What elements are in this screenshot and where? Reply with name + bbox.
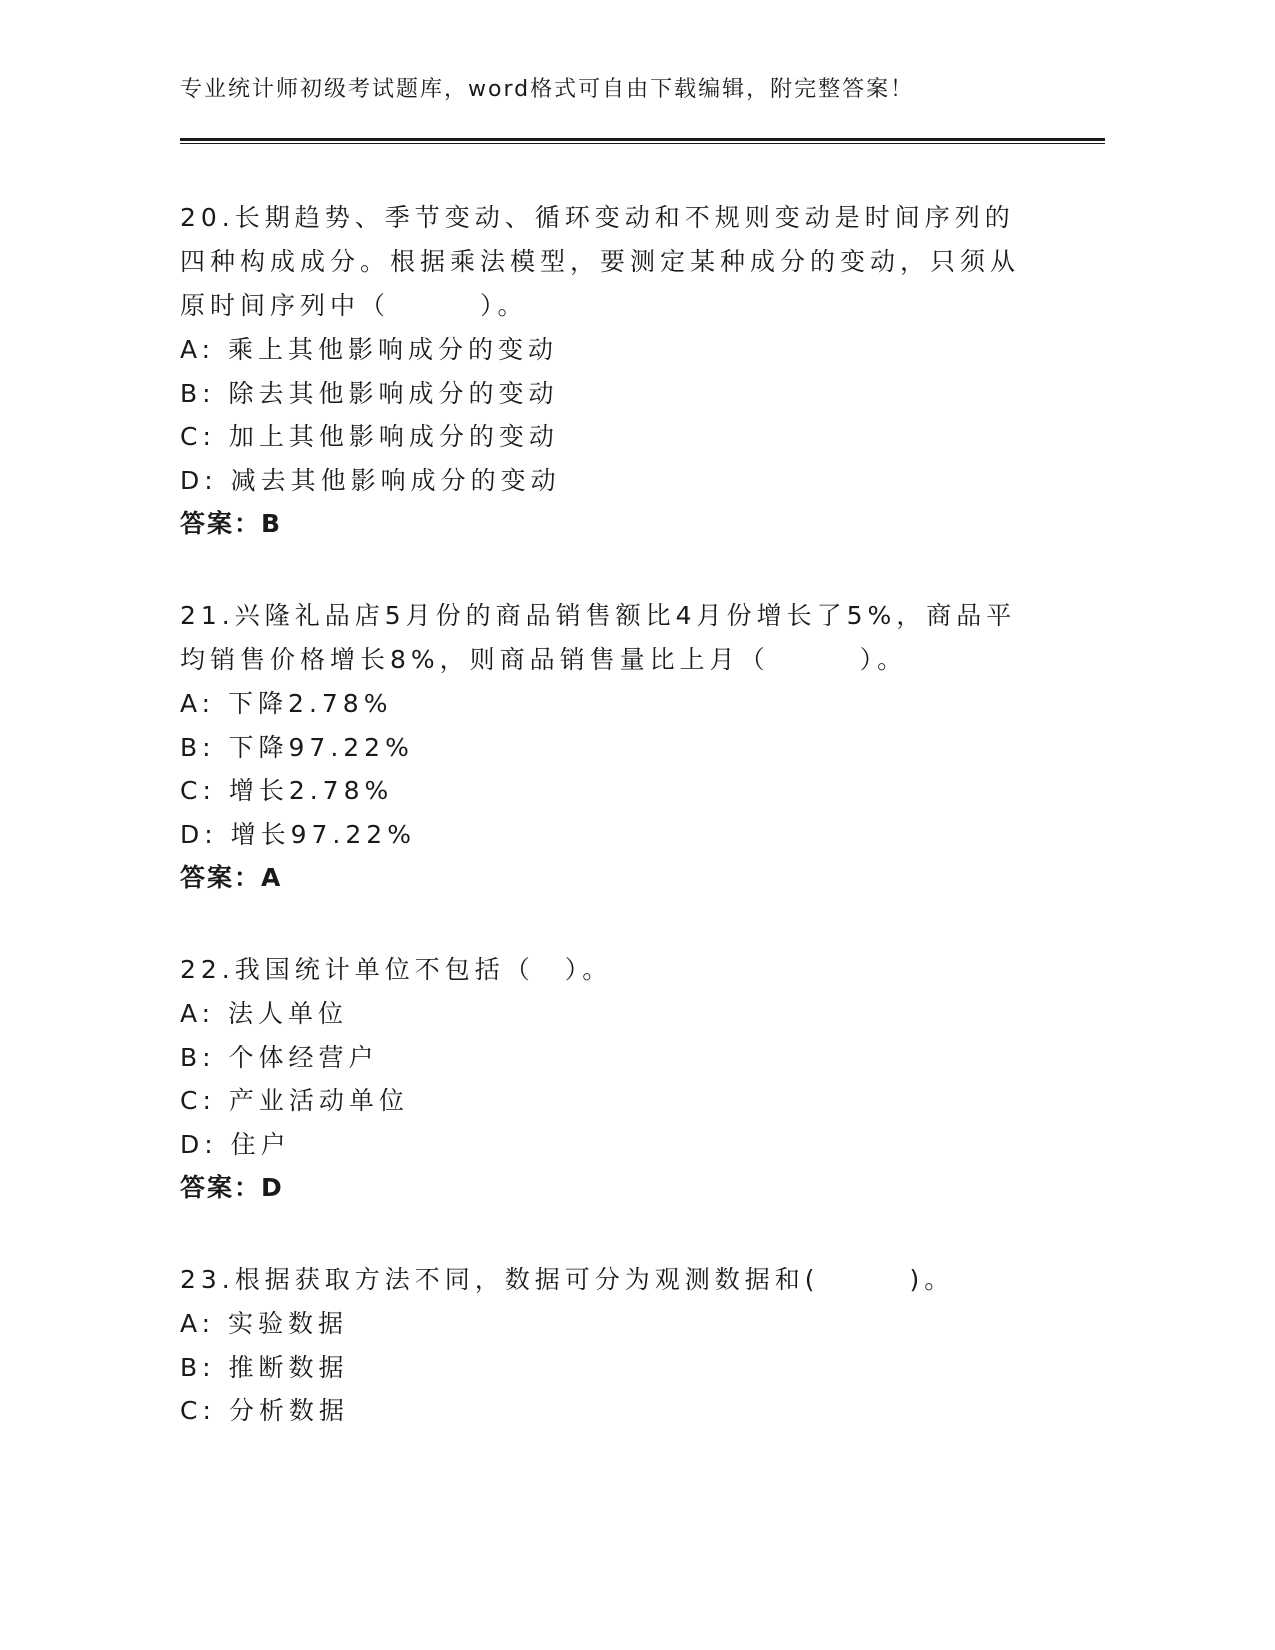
option-b: B: 除去其他影响成分的变动 — [180, 378, 559, 408]
option-d: D: 住户 — [180, 1129, 291, 1159]
option-b: B: 下降97.22% — [180, 732, 414, 762]
question-21 — [180, 594, 1040, 900]
option-b: B: 个体经营户 — [180, 1042, 379, 1072]
question-stem: 21.兴隆礼品店5月份的商品销售额比4月份增长了5%，商品平均销售价格增长8%，则商品销售量比上月（ ）。 — [180, 601, 1017, 674]
question-stem: 22.我国统计单位不包括（ ）。 — [180, 955, 613, 984]
page-header: 专业统计师初级考试题库，word格式可自由下载编辑，附完整答案！ — [180, 77, 915, 102]
question-20 — [180, 196, 1040, 546]
answer: 答案：B — [180, 509, 283, 538]
question-23 — [180, 1258, 1040, 1433]
option-a: A: 实验数据 — [180, 1309, 349, 1338]
option-a: A: 乘上其他影响成分的变动 — [180, 335, 559, 364]
header-divider-thin — [180, 143, 1105, 144]
option-c: C: 分析数据 — [180, 1396, 349, 1425]
option-c: C: 增长2.78% — [180, 776, 394, 805]
answer: 答案：A — [180, 863, 283, 892]
question-list — [180, 196, 1040, 1481]
option-a: A: 法人单位 — [180, 999, 349, 1028]
option-c: C: 加上其他影响成分的变动 — [180, 422, 559, 451]
question-stem: 20.长期趋势、季节变动、循环变动和不规则变动是时间序列的四种构成成分。根据乘法模型，要测定某种成分的变动，只须从原时间序列中（ ）。 — [180, 203, 1021, 320]
question-stem: 23.根据获取方法不同，数据可分为观测数据和( )。 — [180, 1265, 955, 1294]
header-divider — [180, 138, 1105, 141]
answer: 答案：D — [180, 1173, 284, 1202]
question-22 — [180, 948, 1040, 1210]
option-d: D: 增长97.22% — [180, 819, 416, 849]
option-a: A: 下降2.78% — [180, 689, 393, 718]
option-b: B: 推断数据 — [180, 1352, 349, 1382]
option-d: D: 减去其他影响成分的变动 — [180, 465, 561, 495]
option-c: C: 产业活动单位 — [180, 1086, 409, 1115]
